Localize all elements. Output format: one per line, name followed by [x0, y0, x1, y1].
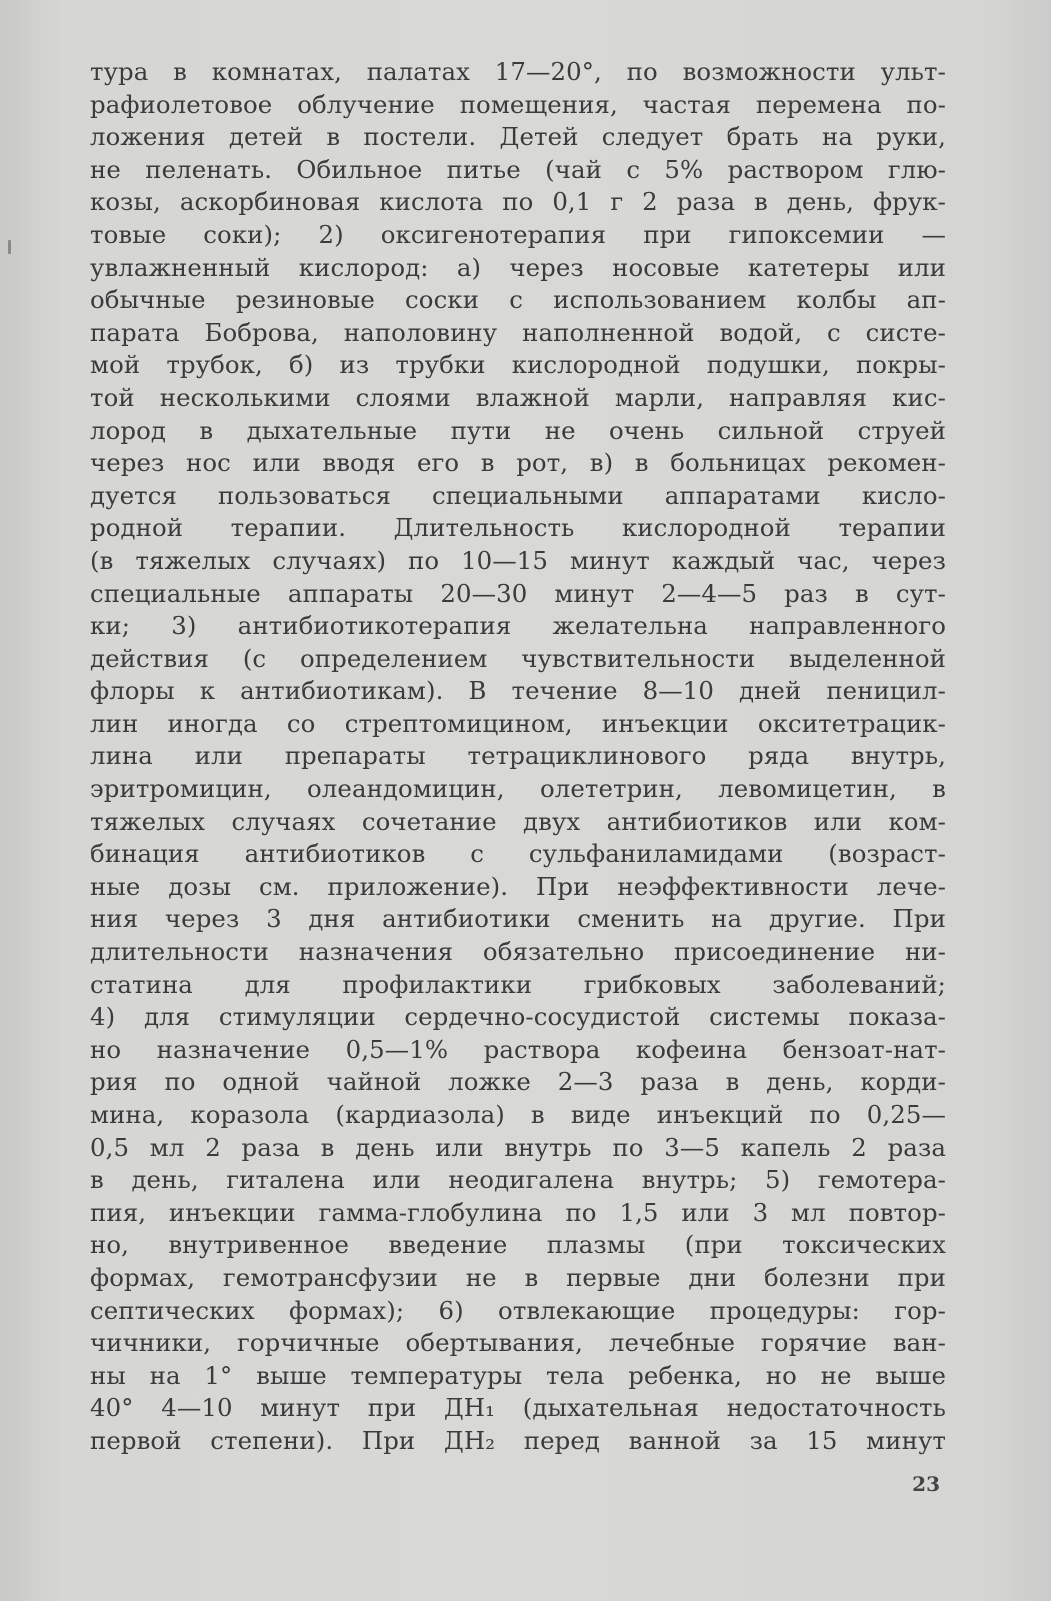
text-line: тяжелых случаях сочетание двух антибиотиков или ком- — [90, 806, 946, 836]
text-line: 4) для стимуляции сердечно-сосудистой системы показа- — [90, 1002, 946, 1032]
text-line: увлажненный кислород: а) через носовые катетеры или — [90, 252, 946, 282]
text-line: в день, гиталена или неодигалена внутрь; 5) гемотера- — [90, 1165, 946, 1195]
text-line: ния через 3 дня антибиотики сменить на другие. При — [90, 904, 946, 934]
body-text — [90, 56, 946, 1458]
text-line: пия, инъекции гамма-глобулина по 1,5 или 3 мл повтор- — [90, 1197, 946, 1227]
text-line: обычные резиновые соски с использованием колбы ап- — [90, 285, 946, 315]
text-line: (в тяжелых случаях) по 10—15 минут каждый час, через — [90, 545, 946, 575]
text-line: 0,5 мл 2 раза в день или внутрь по 3—5 капель 2 раза — [90, 1132, 946, 1162]
margin-mark — [8, 240, 11, 254]
text-line: родной терапии. Длительность кислородной терапии — [90, 513, 946, 543]
text-line: ки; 3) антибиотикотерапия желательна направленного — [90, 611, 946, 641]
text-line: длительности назначения обязательно присоединение ни- — [90, 937, 946, 967]
text-line: лород в дыхательные пути не очень сильной струей — [90, 415, 946, 445]
text-line: бинация антибиотиков с сульфаниламидами (возраст- — [90, 839, 946, 869]
text-line: специальные аппараты 20—30 минут 2—4—5 раз в сут- — [90, 578, 946, 608]
text-line: парата Боброва, наполовину наполненной водой, с систе- — [90, 317, 946, 347]
text-line: мина, коразола (кардиазола) в виде инъекций по 0,25— — [90, 1100, 946, 1129]
text-line: действия (с определением чувствительности выделенной — [90, 643, 946, 673]
text-line: тура в комнатах, палатах 17—20°, по возможности ульт- — [90, 57, 946, 86]
text-line: статина для профилактики грибковых заболеваний; — [90, 969, 946, 999]
text-line: септических формах); 6) отвлекающие процедуры: гор- — [90, 1295, 946, 1325]
text-line: чичники, горчичные обертывания, лечебные горячие ван- — [90, 1328, 946, 1358]
text-line: первой степени). При ДН₂ перед ванной за 15 минут — [90, 1425, 946, 1455]
text-line: но, внутривенное введение плазмы (при токсических — [90, 1230, 946, 1260]
text-line: эритромицин, олеандомицин, олететрин, левомицетин, в — [90, 774, 946, 804]
text-line: лина или препараты тетрациклинового ряда внутрь, — [90, 741, 946, 771]
text-line: формах, гемотрансфузии не в первые дни болезни при — [90, 1262, 946, 1292]
text-line: 40° 4—10 минут при ДН₁ (дыхательная недостаточность — [90, 1393, 946, 1423]
text-line: но назначение 0,5—1% раствора кофеина бензоат-нат- — [90, 1034, 946, 1064]
text-line: через нос или вводя его в рот, в) в больницах рекомен- — [90, 448, 946, 478]
text-line: ные дозы см. приложение). При неэффективности лече- — [90, 871, 946, 901]
text-line: лин иногда со стрептомицином, инъекции окситетрацик- — [90, 708, 946, 738]
text-line: рия по одной чайной ложке 2—3 раза в день, корди- — [90, 1067, 946, 1097]
text-line: мой трубок, б) из трубки кислородной подушки, покры- — [90, 350, 946, 380]
text-line: флоры к антибиотикам). В течение 8—10 дней пеницил- — [90, 676, 946, 706]
page-number: 23 — [912, 1472, 940, 1496]
text-line: дуется пользоваться специальными аппаратами кисло- — [90, 480, 946, 510]
text-line: ны на 1° выше температуры тела ребенка, но не выше — [90, 1360, 946, 1390]
text-line: ложения детей в постели. Детей следует брать на руки, — [90, 122, 946, 152]
text-line: не пеленать. Обильное питье (чай с 5% раствором глю- — [90, 154, 946, 184]
text-line: козы, аскорбиновая кислота по 0,1 г 2 раза в день, фрук- — [90, 187, 946, 217]
text-line: товые соки); 2) оксигенотерапия при гипоксемии — — [90, 219, 946, 249]
text-line: рафиолетовое облучение помещения, частая перемена по- — [90, 89, 946, 119]
text-line: той несколькими слоями влажной марли, направляя кис- — [90, 382, 946, 412]
